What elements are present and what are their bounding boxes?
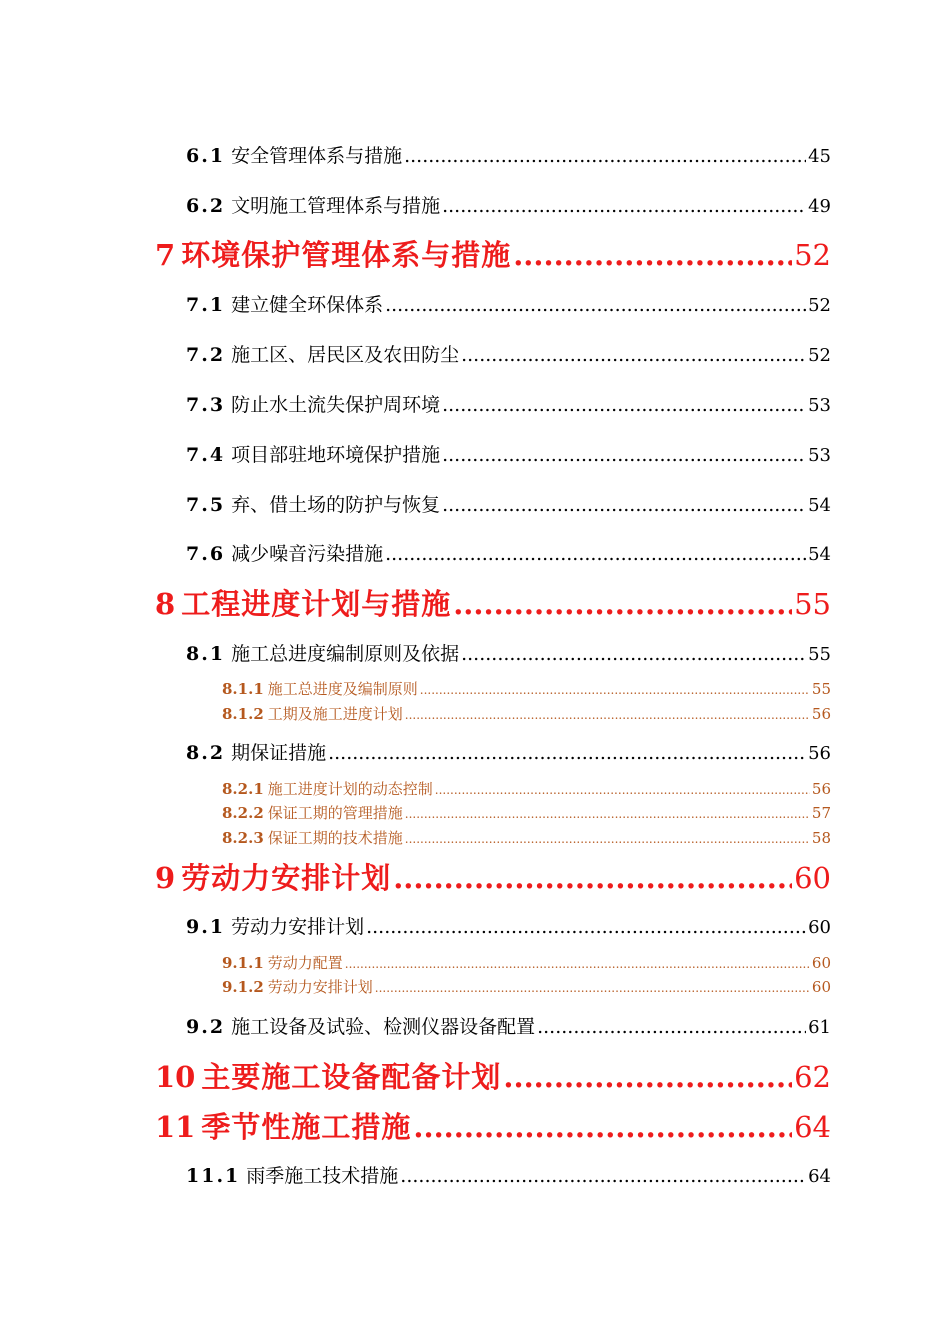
toc-number: 7.6 <box>186 543 226 565</box>
toc-entry-7-3[interactable] <box>186 390 831 418</box>
toc-number: 7 <box>155 238 176 272</box>
dot-leader <box>375 981 810 995</box>
toc-entry-11-1[interactable] <box>186 1161 831 1189</box>
toc-title: 环境保护管理体系与措施 <box>181 238 512 272</box>
toc-number: 7.1 <box>186 294 226 316</box>
toc-page-number: 62 <box>794 1060 831 1094</box>
toc-number: 9.1.1 <box>222 954 264 972</box>
toc-number: 8.2.3 <box>222 829 264 847</box>
toc-number: 9 <box>155 861 176 895</box>
toc-entry-7-4[interactable] <box>186 440 831 468</box>
toc-number: 11.1 <box>186 1165 241 1187</box>
toc-entry-7-5[interactable] <box>186 490 831 518</box>
dot-leader <box>385 294 806 316</box>
dot-leader <box>461 344 806 366</box>
toc-title: 劳动力安排计划 <box>267 978 373 996</box>
toc-title: 项目部驻地环境保护措施 <box>231 444 441 466</box>
dot-leader <box>405 708 810 722</box>
toc-number: 9.2 <box>186 1016 226 1038</box>
toc-number: 10 <box>155 1060 196 1094</box>
toc-title: 劳动力安排计划 <box>231 916 365 938</box>
toc-number: 8 <box>155 587 176 621</box>
toc-page-number: 60 <box>808 917 831 938</box>
toc-title: 保证工期的管理措施 <box>267 804 403 822</box>
toc-entry-7-6[interactable] <box>186 539 831 567</box>
toc-number: 7.4 <box>186 444 226 466</box>
toc-number: 7.3 <box>186 394 226 416</box>
toc-title: 工期及施工进度计划 <box>267 705 403 723</box>
dot-leader <box>366 916 806 938</box>
toc-title: 文明施工管理体系与措施 <box>231 195 441 217</box>
toc-entry-8-2-1[interactable] <box>222 778 831 800</box>
toc-entry-9-1[interactable] <box>186 912 831 940</box>
toc-page-number: 53 <box>808 395 831 416</box>
toc-entry-8-1[interactable] <box>186 639 831 667</box>
dot-leader <box>461 643 806 665</box>
toc-entry-8-1-1[interactable] <box>222 678 831 700</box>
toc-title: 施工区、居民区及农田防尘 <box>231 344 460 366</box>
toc-title: 减少噪音污染措施 <box>231 543 384 565</box>
toc-title: 防止水土流失保护周环境 <box>231 394 441 416</box>
toc-number: 8.1.2 <box>222 705 264 723</box>
toc-chapter-10[interactable] <box>155 1055 831 1095</box>
toc-page-number: 54 <box>808 495 831 516</box>
dot-leader <box>404 145 806 167</box>
toc-number: 8.1 <box>186 643 226 665</box>
dot-leader <box>393 861 792 895</box>
dot-leader <box>435 783 810 797</box>
toc-number: 11 <box>155 1110 196 1144</box>
toc-title: 期保证措施 <box>231 742 327 764</box>
toc-title: 安全管理体系与措施 <box>231 145 403 167</box>
toc-page-number: 52 <box>808 295 831 316</box>
dot-leader <box>513 238 792 272</box>
toc-page-number: 64 <box>794 1110 831 1144</box>
dot-leader <box>442 195 806 217</box>
toc-title: 施工总进度编制原则及依据 <box>231 643 460 665</box>
toc-page-number: 45 <box>808 146 831 167</box>
toc-title: 施工总进度及编制原则 <box>267 680 418 698</box>
toc-title: 劳动力配置 <box>267 954 343 972</box>
toc-page-number: 56 <box>811 705 831 723</box>
toc-number: 8.1.1 <box>222 680 264 698</box>
toc-page-number: 56 <box>808 743 831 764</box>
toc-title: 施工进度计划的动态控制 <box>267 780 433 798</box>
toc-title: 工程进度计划与措施 <box>181 587 452 621</box>
toc-page-number: 55 <box>808 644 831 665</box>
dot-leader <box>442 394 806 416</box>
toc-page-number: 58 <box>811 829 831 847</box>
toc-page-number: 52 <box>808 345 831 366</box>
dot-leader <box>413 1110 792 1144</box>
dot-leader <box>405 807 810 821</box>
toc-number: 6.1 <box>186 145 226 167</box>
toc-number: 8.2.2 <box>222 804 264 822</box>
dot-leader <box>385 543 806 565</box>
toc-chapter-7[interactable] <box>155 233 831 273</box>
toc-number: 9.1 <box>186 916 226 938</box>
dot-leader <box>442 494 806 516</box>
dot-leader <box>453 587 792 621</box>
toc-number: 8.2.1 <box>222 780 264 798</box>
toc-page-number: 60 <box>794 861 831 895</box>
toc-page-number: 53 <box>808 445 831 466</box>
toc-entry-9-2[interactable] <box>186 1012 831 1040</box>
toc-entry-9-1-1[interactable] <box>222 952 831 974</box>
toc-number: 6.2 <box>186 195 226 217</box>
toc-page-number: 55 <box>794 587 831 621</box>
dot-leader <box>420 683 810 697</box>
toc-entry-9-1-2[interactable] <box>222 976 831 998</box>
toc-entry-8-2-2[interactable] <box>222 802 831 824</box>
toc-entry-8-1-2[interactable] <box>222 703 831 725</box>
toc-entry-8-2[interactable] <box>186 738 831 766</box>
toc-title: 劳动力安排计划 <box>181 861 392 895</box>
toc-entry-6-2[interactable] <box>186 191 831 219</box>
toc-number: 8.2 <box>186 742 226 764</box>
toc-page-number: 60 <box>811 954 831 972</box>
dot-leader <box>400 1165 806 1187</box>
toc-title: 雨季施工技术措施 <box>246 1165 399 1187</box>
toc-page-number: 56 <box>811 780 831 798</box>
toc-page-number: 61 <box>808 1017 831 1038</box>
dot-leader <box>442 444 806 466</box>
toc-title: 建立健全环保体系 <box>231 294 384 316</box>
toc-title: 弃、借土场的防护与恢复 <box>231 494 441 516</box>
toc-page-number: 52 <box>794 238 831 272</box>
toc-number: 9.1.2 <box>222 978 264 996</box>
toc-number: 7.2 <box>186 344 226 366</box>
toc-page-number: 54 <box>808 544 831 565</box>
toc-page-number: 64 <box>808 1166 831 1187</box>
toc-chapter-9[interactable] <box>155 856 831 896</box>
toc-page-number: 49 <box>808 196 831 217</box>
toc-title: 主要施工设备配备计划 <box>201 1060 502 1094</box>
toc-entry-6-1[interactable] <box>186 141 831 169</box>
toc-page-number: 55 <box>811 680 831 698</box>
dot-leader <box>503 1060 792 1094</box>
dot-leader <box>328 742 806 764</box>
toc-page-number: 60 <box>811 978 831 996</box>
toc-entry-7-1[interactable] <box>186 290 831 318</box>
toc-entry-8-2-3[interactable] <box>222 827 831 849</box>
toc-chapter-8[interactable] <box>155 582 831 622</box>
dot-leader <box>345 957 810 971</box>
toc-entry-7-2[interactable] <box>186 340 831 368</box>
toc-title: 施工设备及试验、检测仪器设备配置 <box>231 1016 536 1038</box>
dot-leader <box>405 832 810 846</box>
dot-leader <box>537 1016 806 1038</box>
toc-title: 保证工期的技术措施 <box>267 829 403 847</box>
toc-chapter-11[interactable] <box>155 1105 831 1145</box>
toc-title: 季节性施工措施 <box>201 1110 412 1144</box>
toc-page-number: 57 <box>811 804 831 822</box>
toc-number: 7.5 <box>186 494 226 516</box>
